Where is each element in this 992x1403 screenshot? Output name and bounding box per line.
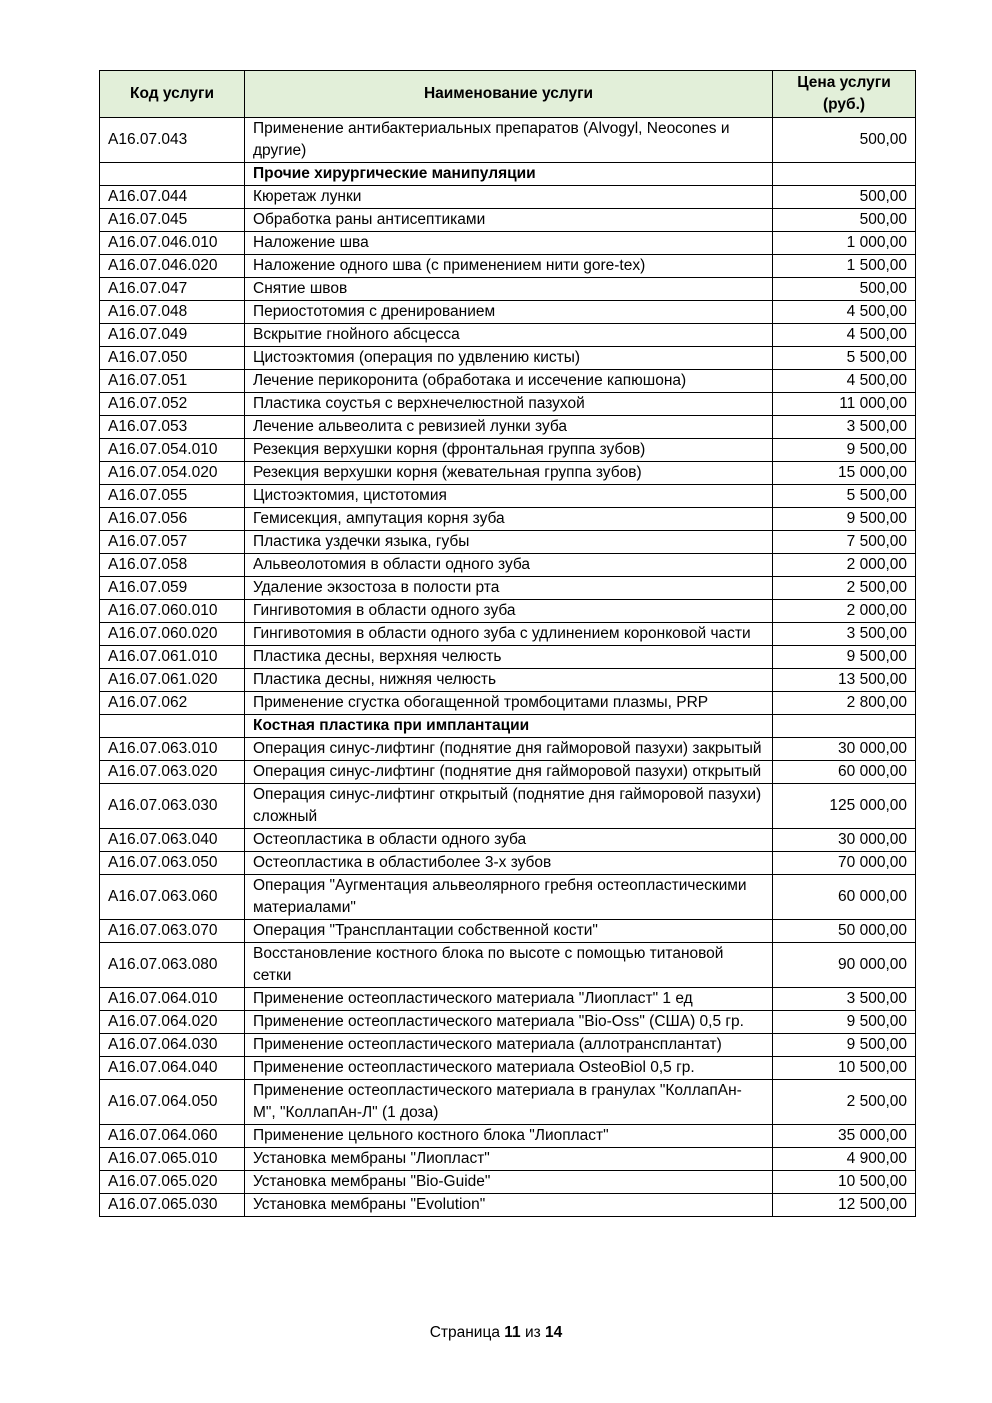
table-row (100, 1057, 916, 1080)
service-code: A16.07.065.020 (100, 1171, 245, 1194)
service-code: A16.07.064.010 (100, 988, 245, 1011)
service-price: 2 500,00 (773, 1080, 916, 1125)
header-code: Код услуги (100, 71, 245, 118)
service-name: Применение сгустка обогащенной тромбоцитами плазмы, PRP (245, 692, 773, 715)
table-row (100, 988, 916, 1011)
price-table (99, 70, 916, 1217)
service-name: Обработка раны антисептиками (245, 209, 773, 232)
service-name: Применение остеопластического материала OsteoBiol 0,5 гр. (245, 1057, 773, 1080)
service-price: 30 000,00 (773, 738, 916, 761)
service-code: A16.07.063.080 (100, 943, 245, 988)
footer-page-total: 14 (545, 1324, 563, 1341)
service-price: 125 000,00 (773, 784, 916, 829)
section-row (100, 163, 916, 186)
service-code: A16.07.064.050 (100, 1080, 245, 1125)
service-price: 500,00 (773, 209, 916, 232)
service-name: Периостотомия с дренированием (245, 301, 773, 324)
service-code: A16.07.052 (100, 393, 245, 416)
table-row (100, 669, 916, 692)
service-code (100, 163, 245, 186)
service-name: Цистоэктомия, цистотомия (245, 485, 773, 508)
service-price: 70 000,00 (773, 852, 916, 875)
service-name: Резекция верхушки корня (жевательная группа зубов) (245, 462, 773, 485)
table-row (100, 393, 916, 416)
service-name: Операция синус-лифтинг открытый (поднятие дня гайморовой пазухи) сложный (245, 784, 773, 829)
service-name: Операция "Аугментация альвеолярного гребня остеопластическими материалами" (245, 875, 773, 920)
table-row (100, 485, 916, 508)
service-code: A16.07.060.010 (100, 600, 245, 623)
service-name: Альвеолотомия в области одного зуба (245, 554, 773, 577)
service-price: 50 000,00 (773, 920, 916, 943)
service-price: 60 000,00 (773, 761, 916, 784)
service-code: A16.07.045 (100, 209, 245, 232)
service-price: 3 500,00 (773, 988, 916, 1011)
table-row (100, 416, 916, 439)
service-name: Снятие швов (245, 278, 773, 301)
service-price: 10 500,00 (773, 1057, 916, 1080)
table-row (100, 646, 916, 669)
service-price: 1 500,00 (773, 255, 916, 278)
table-row (100, 232, 916, 255)
service-price: 90 000,00 (773, 943, 916, 988)
table-row (100, 1194, 916, 1217)
service-price: 2 000,00 (773, 554, 916, 577)
table-row (100, 370, 916, 393)
service-code: A16.07.064.040 (100, 1057, 245, 1080)
service-price: 5 500,00 (773, 485, 916, 508)
table-row (100, 761, 916, 784)
table-row (100, 852, 916, 875)
service-code: A16.07.046.020 (100, 255, 245, 278)
service-name: Операция синус-лифтинг (поднятие дня гайморовой пазухи) открытый (245, 761, 773, 784)
table-row (100, 829, 916, 852)
service-price: 4 900,00 (773, 1148, 916, 1171)
table-header-row (100, 71, 916, 118)
service-name: Применение антибактериальных препаратов (Alvogyl, Neocones и другие) (245, 118, 773, 163)
service-price: 2 500,00 (773, 577, 916, 600)
service-code: A16.07.057 (100, 531, 245, 554)
service-code: A16.07.050 (100, 347, 245, 370)
section-row (100, 715, 916, 738)
service-code: A16.07.056 (100, 508, 245, 531)
table-row (100, 1148, 916, 1171)
table-body (100, 118, 916, 1217)
service-name: Пластика уздечки языка, губы (245, 531, 773, 554)
service-name: Применение остеопластического материала "Bio-Oss" (США) 0,5 гр. (245, 1011, 773, 1034)
page-footer (0, 1324, 992, 1342)
service-code: A16.07.063.060 (100, 875, 245, 920)
table-row (100, 554, 916, 577)
table-row (100, 531, 916, 554)
service-code: A16.07.048 (100, 301, 245, 324)
table-row (100, 508, 916, 531)
service-code: A16.07.055 (100, 485, 245, 508)
service-code: A16.07.063.030 (100, 784, 245, 829)
table-row (100, 118, 916, 163)
service-price: 13 500,00 (773, 669, 916, 692)
table-row (100, 301, 916, 324)
table-row (100, 577, 916, 600)
service-price: 9 500,00 (773, 1011, 916, 1034)
service-name: Гингивотомия в области одного зуба (245, 600, 773, 623)
service-code: A16.07.046.010 (100, 232, 245, 255)
table-row (100, 1125, 916, 1148)
service-name: Остеопластика в области одного зуба (245, 829, 773, 852)
service-code: A16.07.043 (100, 118, 245, 163)
service-code: A16.07.061.020 (100, 669, 245, 692)
service-price: 4 500,00 (773, 301, 916, 324)
service-price: 7 500,00 (773, 531, 916, 554)
service-name: Наложение одного шва (с применением нити gore-tex) (245, 255, 773, 278)
table-row (100, 209, 916, 232)
service-name: Вскрытие гнойного абсцесса (245, 324, 773, 347)
service-price: 3 500,00 (773, 623, 916, 646)
service-price: 2 800,00 (773, 692, 916, 715)
service-name: Лечение перикоронита (обработака и иссечение капюшона) (245, 370, 773, 393)
service-price: 30 000,00 (773, 829, 916, 852)
service-price: 9 500,00 (773, 508, 916, 531)
service-price: 9 500,00 (773, 439, 916, 462)
service-price: 500,00 (773, 278, 916, 301)
table-row (100, 324, 916, 347)
service-price: 10 500,00 (773, 1171, 916, 1194)
service-price (773, 715, 916, 738)
table-row (100, 692, 916, 715)
service-name: Лечение альвеолита с ревизией лунки зуба (245, 416, 773, 439)
service-price: 500,00 (773, 118, 916, 163)
service-name: Прочие хирургические манипуляции (245, 163, 773, 186)
service-code: A16.07.064.020 (100, 1011, 245, 1034)
service-name: Применение остеопластического материала "Лиопласт" 1 ед (245, 988, 773, 1011)
footer-separator: из (524, 1324, 541, 1341)
service-code: A16.07.063.070 (100, 920, 245, 943)
service-name: Гемисекция, ампутация корня зуба (245, 508, 773, 531)
service-code: A16.07.054.020 (100, 462, 245, 485)
table-row (100, 278, 916, 301)
service-name: Операция синус-лифтинг (поднятие дня гайморовой пазухи) закрытый (245, 738, 773, 761)
service-name: Восстановление костного блока по высоте с помощью титановой сетки (245, 943, 773, 988)
service-name: Применение остеопластического материала в гранулах "КоллапАн-М", "КоллапАн-Л" (1 доза) (245, 1080, 773, 1125)
service-price: 5 500,00 (773, 347, 916, 370)
footer-prefix: Страница (429, 1324, 500, 1341)
service-price: 9 500,00 (773, 1034, 916, 1057)
table-row (100, 920, 916, 943)
service-price: 4 500,00 (773, 370, 916, 393)
service-price: 12 500,00 (773, 1194, 916, 1217)
service-code: A16.07.063.050 (100, 852, 245, 875)
service-name: Пластика десны, верхняя челюсть (245, 646, 773, 669)
service-name: Цистоэктомия (операция по удвлению кисты) (245, 347, 773, 370)
service-code: A16.07.054.010 (100, 439, 245, 462)
table-row (100, 875, 916, 920)
table-row (100, 255, 916, 278)
table-row (100, 623, 916, 646)
service-code (100, 715, 245, 738)
service-code: A16.07.065.030 (100, 1194, 245, 1217)
service-price: 4 500,00 (773, 324, 916, 347)
table-row (100, 1080, 916, 1125)
service-name: Гингивотомия в области одного зуба с удлинением коронковой части (245, 623, 773, 646)
service-name: Пластика соустья с верхнечелюстной пазухой (245, 393, 773, 416)
table-row (100, 439, 916, 462)
service-price: 35 000,00 (773, 1125, 916, 1148)
service-code: A16.07.044 (100, 186, 245, 209)
service-name: Применение остеопластического материала (аллотрансплантат) (245, 1034, 773, 1057)
service-price: 3 500,00 (773, 416, 916, 439)
service-name: Наложение шва (245, 232, 773, 255)
service-code: A16.07.063.020 (100, 761, 245, 784)
service-name: Остеопластика в областиболее 3-х зубов (245, 852, 773, 875)
service-name: Применение цельного костного блока "Лиопласт" (245, 1125, 773, 1148)
service-code: A16.07.064.030 (100, 1034, 245, 1057)
footer-page-number: 11 (504, 1324, 521, 1341)
service-code: A16.07.065.010 (100, 1148, 245, 1171)
table-row (100, 186, 916, 209)
service-code: A16.07.058 (100, 554, 245, 577)
table-row (100, 943, 916, 988)
service-code: A16.07.047 (100, 278, 245, 301)
table-row (100, 1171, 916, 1194)
service-name: Установка мембраны "Bio-Guide" (245, 1171, 773, 1194)
service-name: Удаление экзостоза в полости рта (245, 577, 773, 600)
service-code: A16.07.063.010 (100, 738, 245, 761)
service-price: 15 000,00 (773, 462, 916, 485)
service-name: Костная пластика при имплантации (245, 715, 773, 738)
header-name: Наименование услуги (245, 71, 773, 118)
service-price: 500,00 (773, 186, 916, 209)
service-name: Кюретаж лунки (245, 186, 773, 209)
service-price: 60 000,00 (773, 875, 916, 920)
service-name: Установка мембраны "Лиопласт" (245, 1148, 773, 1171)
service-name: Пластика десны, нижняя челюсть (245, 669, 773, 692)
service-price: 1 000,00 (773, 232, 916, 255)
service-name: Установка мембраны "Evolution" (245, 1194, 773, 1217)
table-row (100, 738, 916, 761)
service-name: Резекция верхушки корня (фронтальная группа зубов) (245, 439, 773, 462)
service-code: A16.07.049 (100, 324, 245, 347)
service-price: 11 000,00 (773, 393, 916, 416)
service-price (773, 163, 916, 186)
service-code: A16.07.063.040 (100, 829, 245, 852)
service-code: A16.07.064.060 (100, 1125, 245, 1148)
service-code: A16.07.051 (100, 370, 245, 393)
service-code: A16.07.062 (100, 692, 245, 715)
table-row (100, 462, 916, 485)
table-row (100, 1034, 916, 1057)
service-code: A16.07.061.010 (100, 646, 245, 669)
service-price: 2 000,00 (773, 600, 916, 623)
table-row (100, 347, 916, 370)
service-price: 9 500,00 (773, 646, 916, 669)
service-code: A16.07.053 (100, 416, 245, 439)
service-name: Операция "Трансплантации собственной кости" (245, 920, 773, 943)
header-price: Цена услуги (руб.) (773, 71, 916, 118)
table-row (100, 600, 916, 623)
table-row (100, 1011, 916, 1034)
table-row (100, 784, 916, 829)
service-code: A16.07.059 (100, 577, 245, 600)
service-code: A16.07.060.020 (100, 623, 245, 646)
